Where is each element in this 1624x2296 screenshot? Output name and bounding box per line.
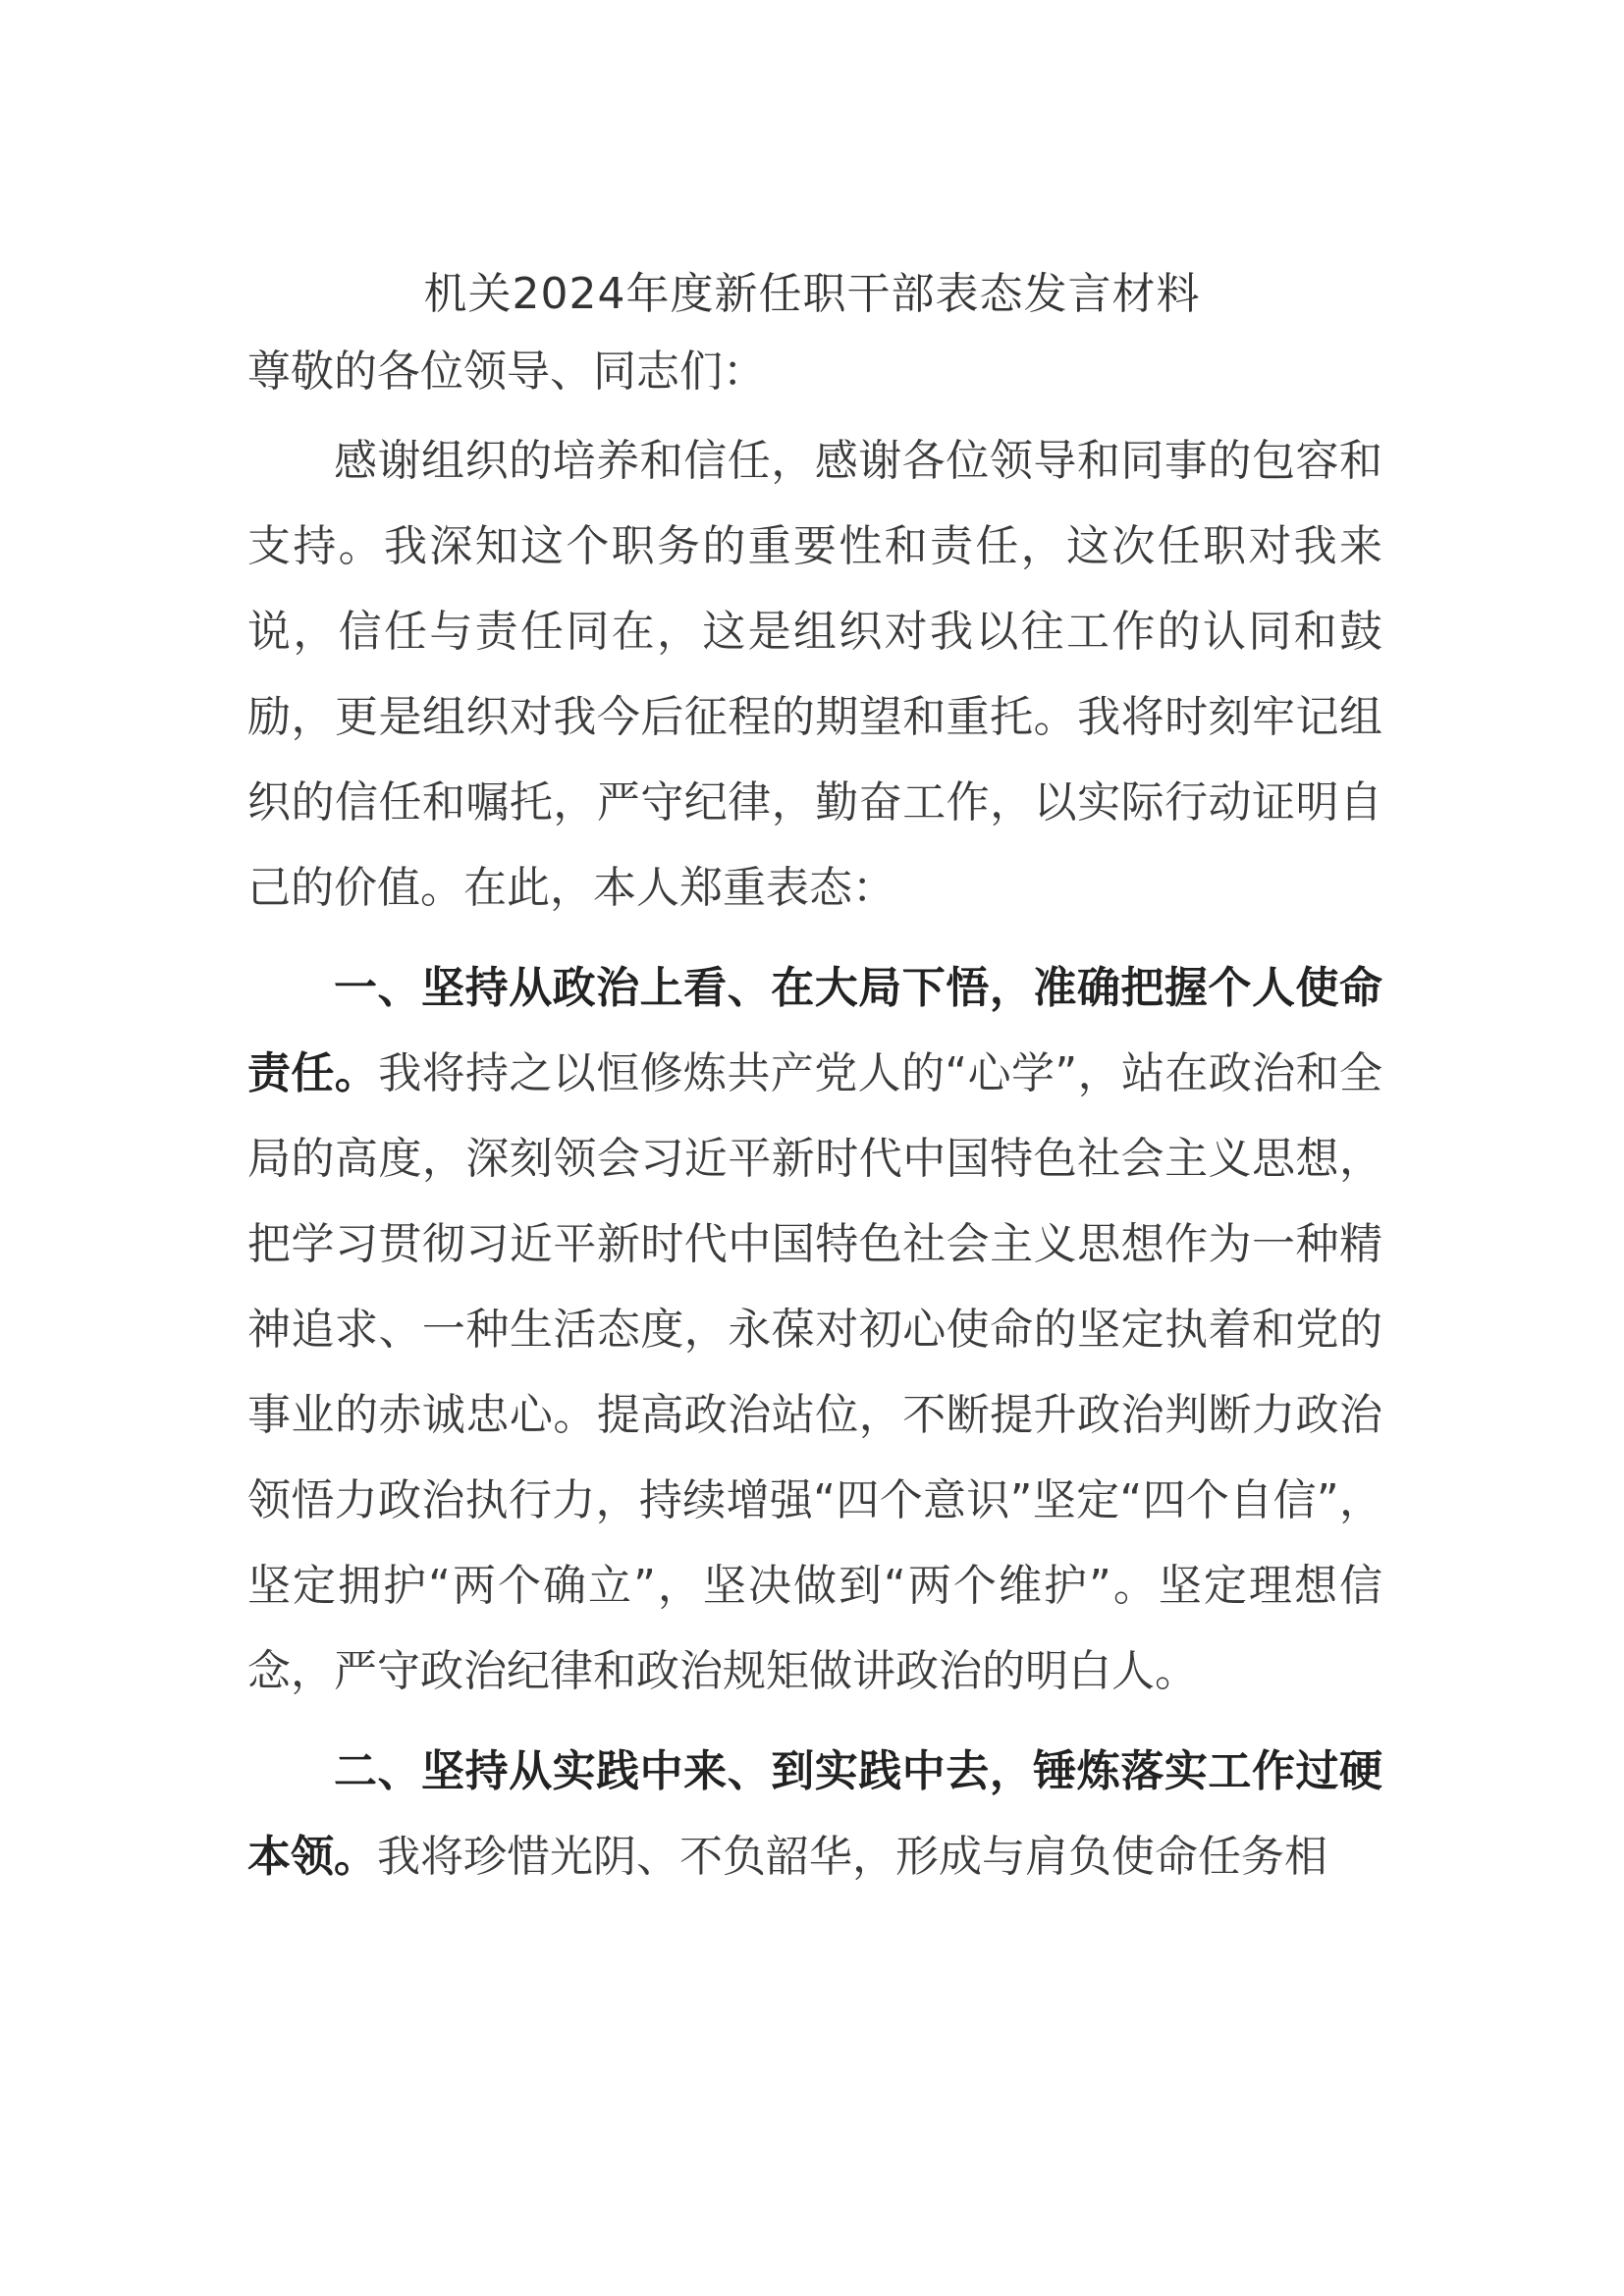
document-title: 机关2024年度新任职干部表态发言材料 bbox=[423, 269, 1201, 319]
section-two-text: 我将珍惜光阴、不负韶华，形成与肩负使命任务相 bbox=[377, 1832, 1327, 1882]
document-body bbox=[247, 329, 1382, 1914]
paragraph-section-one bbox=[247, 945, 1382, 1714]
salutation: 尊敬的各位领导、同志们： bbox=[247, 347, 766, 397]
paragraph-intro bbox=[247, 418, 1382, 931]
paragraph-intro-text: 感谢组织的培养和信任，感谢各位领导和同事的包容和支持。我深知这个职务的重要性和责任，这次任职对我来说，信任与责任同在，这是组织对我以往工作的认同和鼓励，更是组织对我今后征程的期望和重托。我将时刻牢记组织的信任和嘱托，严守纪律，勤奋工作，以实际行动证明自己的价值。在此，本人郑重表态： bbox=[247, 436, 1382, 913]
section-two-heading: 二、坚持从实践中来、到实践中去，锤炼落实工作过硬本领。 bbox=[247, 1746, 1382, 1882]
section-one-heading: 一、坚持从政治上看、在大局下悟，准确把握个人使命责任。 bbox=[247, 963, 1382, 1098]
paragraph-section-two bbox=[247, 1729, 1382, 1899]
section-one-text: 我将持之以恒修炼共产党人的“心学”，站在政治和全局的高度，深刻领会习近平新时代中国特色社会主义思想，把学习贯彻习近平新时代中国特色社会主义思想作为一种精神追求、一种生活态度，永葆对初心使命的坚定执着和党的事业的赤诚忠心。提高政治站位，不断提升政治判断力政治领悟力政治执行力，持续增强“四个意识”坚定“四个自信”，坚定拥护“两个确立”，坚决做到“两个维护”。坚定理想信念，严守政治纪律和政治规矩做讲政治的明白人。 bbox=[247, 1048, 1382, 1696]
